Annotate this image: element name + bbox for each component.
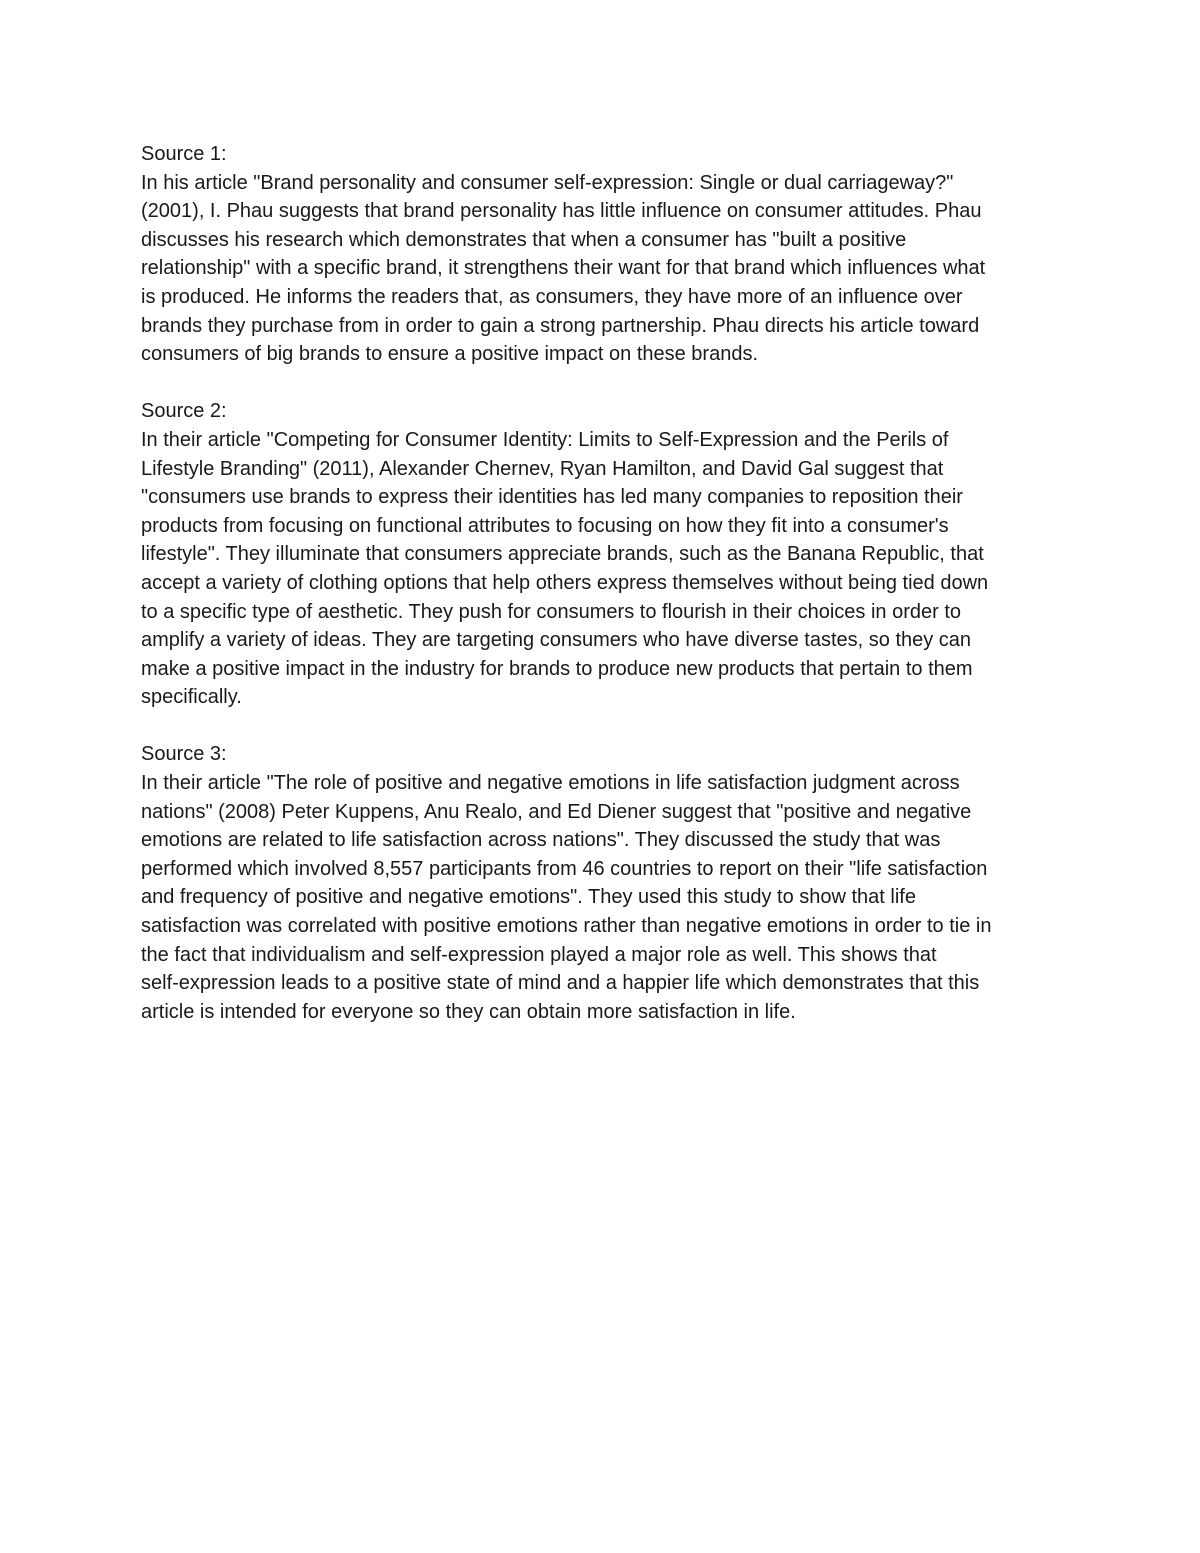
paragraph-line: Lifestyle Branding" (2011), Alexander Chernev, Ryan Hamilton, and David Gal suggest that (141, 457, 944, 480)
paragraph-line: to a specific type of aesthetic. They push for consumers to flourish in their choices in order to (141, 600, 962, 623)
paragraph-line: In their article "Competing for Consumer Identity: Limits to Self-Expression and the Perils of (141, 428, 949, 451)
paragraph-line: the fact that individualism and self-expression played a major role as well. This shows that (141, 943, 937, 966)
paragraph-line: In his article "Brand personality and consumer self-expression: Single or dual carriageway?" (141, 171, 954, 194)
source-1 (141, 140, 1071, 369)
paragraph-line: consumers of big brands to ensure a positive impact on these brands. (141, 343, 759, 366)
paragraph-line: performed which involved 8,557 participants from 46 countries to report on their "life satisfaction (141, 857, 988, 880)
source-paragraph (141, 769, 1071, 1026)
paragraph-line: brands they purchase from in order to gain a strong partnership. Phau directs his article toward (141, 314, 980, 337)
paragraph-line: and frequency of positive and negative emotions". They used this study to show that life (141, 886, 916, 909)
paragraph-line: is produced. He informs the readers that, as consumers, they have more of an influence over (141, 285, 963, 308)
paragraph-line: self-expression leads to a positive state of mind and a happier life which demonstrates that this (141, 972, 980, 995)
paragraph-line: discusses his research which demonstrates that when a consumer has "built a positive (141, 228, 907, 251)
source-heading: Source 2: (141, 400, 227, 423)
paragraph-line: article is intended for everyone so they can obtain more satisfaction in life. (141, 1000, 796, 1023)
paragraph-line: accept a variety of clothing options that help others express themselves without being tied down (141, 571, 989, 594)
paragraph-line: nations" (2008) Peter Kuppens, Anu Realo, and Ed Diener suggest that "positive and negative (141, 800, 972, 823)
paragraph-line: emotions are related to life satisfaction across nations". They discussed the study that was (141, 829, 941, 852)
paragraph-line: "consumers use brands to express their identities has led many companies to reposition their (141, 486, 963, 509)
source-2 (141, 397, 1071, 712)
paragraph-line: satisfaction was correlated with positive emotions rather than negative emotions in order to tie in (141, 915, 992, 938)
source-heading: Source 1: (141, 143, 227, 165)
document-body (141, 140, 1071, 1055)
paragraph-line: In their article "The role of positive and negative emotions in life satisfaction judgment across (141, 772, 960, 795)
paragraph-line: (2001), I. Phau suggests that brand personality has little influence on consumer attitudes. Phau (141, 200, 982, 223)
source-heading: Source 3: (141, 743, 227, 766)
source-paragraph (141, 169, 1071, 369)
paragraph-line: amplify a variety of ideas. They are targeting consumers who have diverse tastes, so they can (141, 629, 972, 652)
source-3 (141, 740, 1071, 1026)
paragraph-line: make a positive impact in the industry for brands to produce new products that pertain to them (141, 657, 973, 680)
paragraph-line: relationship" with a specific brand, it strengthens their want for that brand which influences what (141, 257, 986, 280)
paragraph-line: products from focusing on functional attributes to focusing on how they fit into a consumer's (141, 514, 949, 537)
source-paragraph (141, 426, 1071, 712)
paragraph-line: specifically. (141, 686, 242, 709)
paragraph-line: lifestyle". They illuminate that consumers appreciate brands, such as the Banana Republic, that (141, 543, 984, 566)
